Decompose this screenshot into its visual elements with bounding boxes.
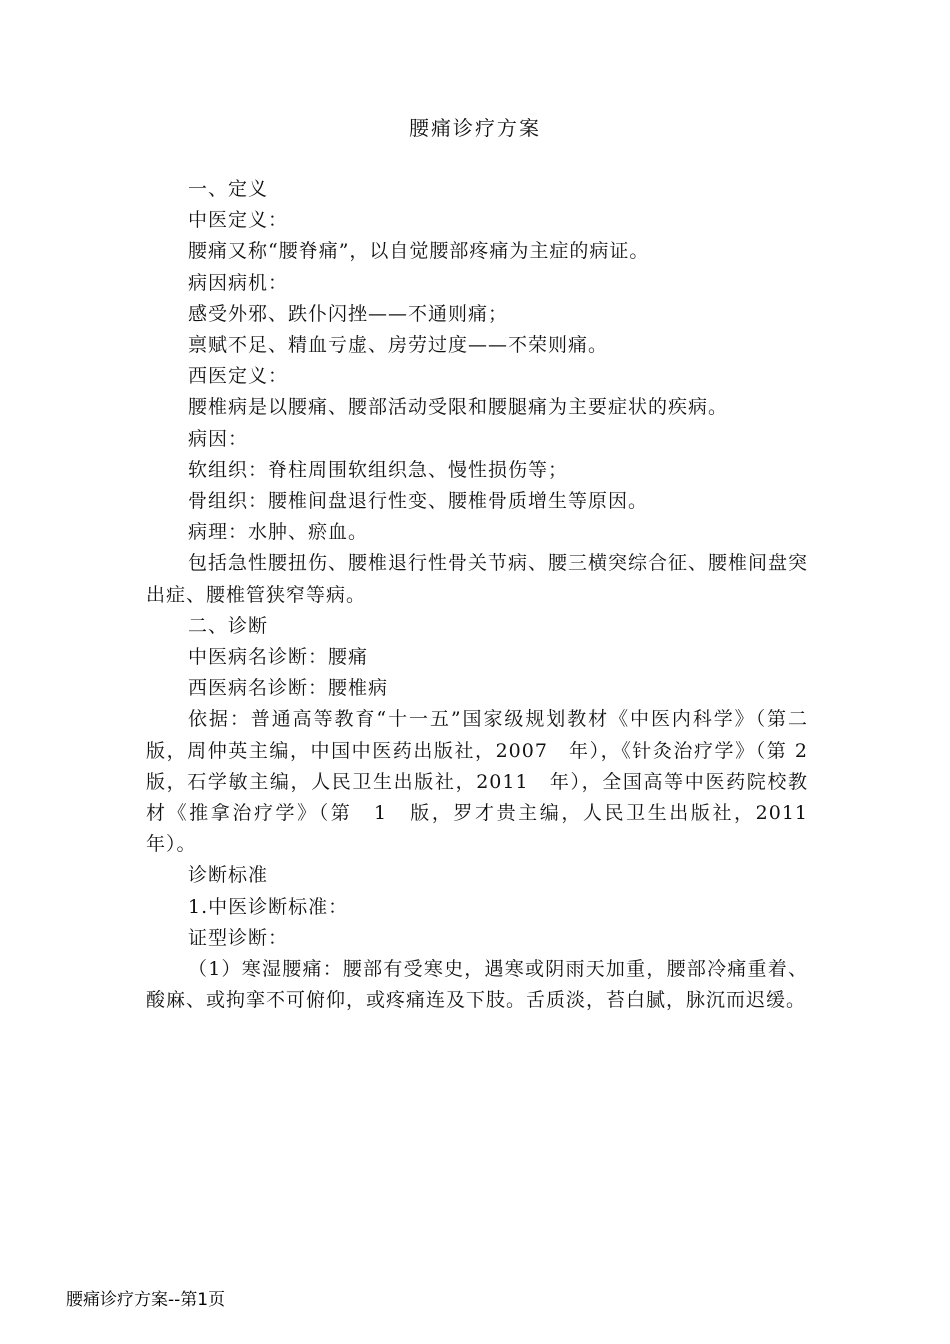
subheading: 病因病机： — [188, 271, 289, 294]
subheading: 1.中医诊断标准： — [188, 895, 349, 918]
paragraph: 腰椎病是以腰痛、腰部活动受限和腰腿痛为主要症状的疾病。 — [188, 396, 729, 419]
paragraph: （1）寒湿腰痛：腰部有受寒史，遇寒或阴雨天加重，腰部冷痛重着、酸麻、或拘挛不可俯仰，或疼痛连及下肢。舌质淡，苔白腻，脉沉而迟缓。 — [146, 958, 808, 1012]
section-heading: 二、诊断 — [188, 614, 269, 637]
subheading: 诊断标准 — [188, 864, 269, 887]
paragraph: 禀赋不足、精血亏虚、房劳过度——不荣则痛。 — [188, 334, 609, 357]
paragraph: 中医病名诊断：腰痛 — [188, 646, 369, 669]
section-heading: 一、定义 — [188, 178, 269, 200]
paragraph: 软组织：脊柱周围软组织急、慢性损伤等； — [188, 458, 569, 481]
subheading: 病因： — [188, 427, 249, 450]
paragraph: 依据：普通高等教育“十一五”国家级规划教材《中医内科学》（第二版，周仲英主编，中国中医药出版社，2007 年），《针灸治疗学》（第 2 版，石学敏主编，人民卫生出版社，2011 年），全国高等中医药院校教材《推拿治疗学》（第 1 版，罗才贵主编，人民卫生出版社，2011 年）。 — [146, 708, 829, 856]
paragraph: 病理：水肿、瘀血。 — [188, 521, 369, 544]
subheading: 中医定义： — [188, 209, 289, 232]
paragraph: 骨组织：腰椎间盘退行性变、腰椎骨质增生等原因。 — [188, 490, 649, 513]
document-body — [146, 174, 829, 1016]
paragraph: 西医病名诊断：腰椎病 — [188, 677, 389, 700]
paragraph: 感受外邪、跌仆闪挫——不通则痛； — [188, 302, 509, 325]
page-footer: 腰痛诊疗方案--第1页 — [66, 1290, 226, 1310]
paragraph: 包括急性腰扭伤、腰椎退行性骨关节病、腰三横突综合征、腰椎间盘突出症、腰椎管狭窄等病。 — [146, 552, 809, 606]
document-title: 腰痛诊疗方案 — [409, 116, 541, 140]
paragraph: 腰痛又称“腰脊痛”，以自觉腰部疼痛为主症的病证。 — [188, 240, 650, 263]
subheading: 西医定义： — [188, 365, 289, 388]
subheading: 证型诊断： — [188, 926, 289, 949]
